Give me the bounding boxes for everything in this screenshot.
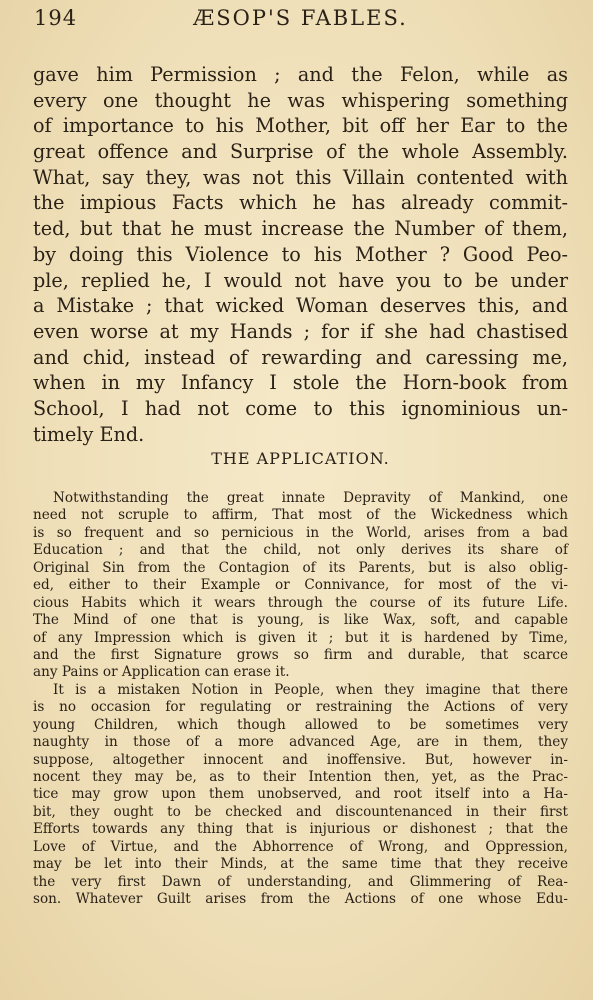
application-line: ed, either to their Example or Connivance, for most of the vi- <box>33 577 568 594</box>
application-line: Original Sin from the Contagion of its Parents, but is also oblig- <box>33 559 568 576</box>
application-line: Love of Virtue, and the Abhorrence of Wrong, and Oppression, <box>33 838 568 855</box>
page-header <box>34 6 567 36</box>
fable-line: a Mistake ; that wicked Woman deserves this, and <box>33 294 568 318</box>
page-number: 194 <box>34 6 78 30</box>
application-line: naughty in those of a more advanced Age, are in them, they <box>33 734 568 751</box>
running-title: ÆSOP'S FABLES. <box>193 6 408 30</box>
application-line: may be let into their Minds, at the same time that they receive <box>33 856 568 873</box>
application-line: Education ; and that the child, not only derives its share of <box>33 542 568 559</box>
fable-line: gave him Permission ; and the Felon, while as <box>33 63 568 86</box>
application-line: bit, they ought to be checked and discountenanced in their first <box>33 803 568 820</box>
application-line: any Pains or Application can erase it. <box>33 664 290 681</box>
application-line: son. Whatever Guilt arises from the Actions of one whose Edu- <box>33 891 568 908</box>
application-line: The Mind of one that is young, is like Wax, soft, and capable <box>33 612 568 629</box>
application-line: is so frequent and so pernicious in the World, arises from a bad <box>33 524 568 541</box>
application-line: is no occasion for regulating or restraining the Actions of very <box>33 699 568 716</box>
fable-line: when in my Infancy I stole the Horn-book from <box>33 371 568 395</box>
application-line: Efforts towards any thing that is injurious or dishonest ; that the <box>33 821 568 838</box>
application-text <box>33 490 568 909</box>
fable-line: of importance to his Mother, bit off her Ear to the <box>33 114 568 138</box>
application-line: young Children, which though allowed to be sometimes very <box>33 716 568 733</box>
fable-text <box>33 62 568 447</box>
fable-line: ple, replied he, I would not have you to be under <box>33 268 568 292</box>
fable-line: the impious Facts which he has already commit- <box>33 191 568 215</box>
fable-line: ted, but that he must increase the Number of them, <box>33 217 568 241</box>
application-line: nocent they may be, as to their Intention then, yet, as the Prac- <box>33 769 568 785</box>
application-line: cious Habits which it wears through the course of its future Life. <box>33 594 568 611</box>
fable-line: and chid, instead of rewarding and caressing me, <box>33 345 568 369</box>
fable-line: even worse at my Hands ; for if she had chastised <box>33 319 568 343</box>
fable-line: What, say they, was not this Villain contented with <box>33 165 568 189</box>
application-line: tice may grow upon them unobserved, and root itself into a Ha- <box>33 786 568 803</box>
fable-line: great offence and Surprise of the whole Assembly. <box>33 140 568 164</box>
application-line: and the first Signature grows so firm and durable, that scarce <box>33 646 568 663</box>
application-line: suppose, altogether innocent and inoffensive. But, however in- <box>33 751 568 768</box>
fable-line: by doing this Violence to his Mother ? Good Peo- <box>33 242 568 266</box>
application-line: the very first Dawn of understanding, and Glimmering of Rea- <box>33 873 568 890</box>
fable-line: every one thought he was whispering something <box>33 88 568 112</box>
application-line: It is a mistaken Notion in People, when they imagine that there <box>53 681 568 698</box>
fable-line: School, I had not come to this ignominious un- <box>33 396 568 420</box>
application-line: of any Impression which is given it ; but it is hardened by Time, <box>33 629 568 646</box>
fable-line: timely End. <box>33 422 145 446</box>
application-line: Notwithstanding the great innate Depravity of Mankind, one <box>53 490 568 506</box>
application-line: need not scruple to affirm, That most of the Wickedness which <box>33 507 568 524</box>
application-heading: THE APPLICATION. <box>211 449 390 468</box>
